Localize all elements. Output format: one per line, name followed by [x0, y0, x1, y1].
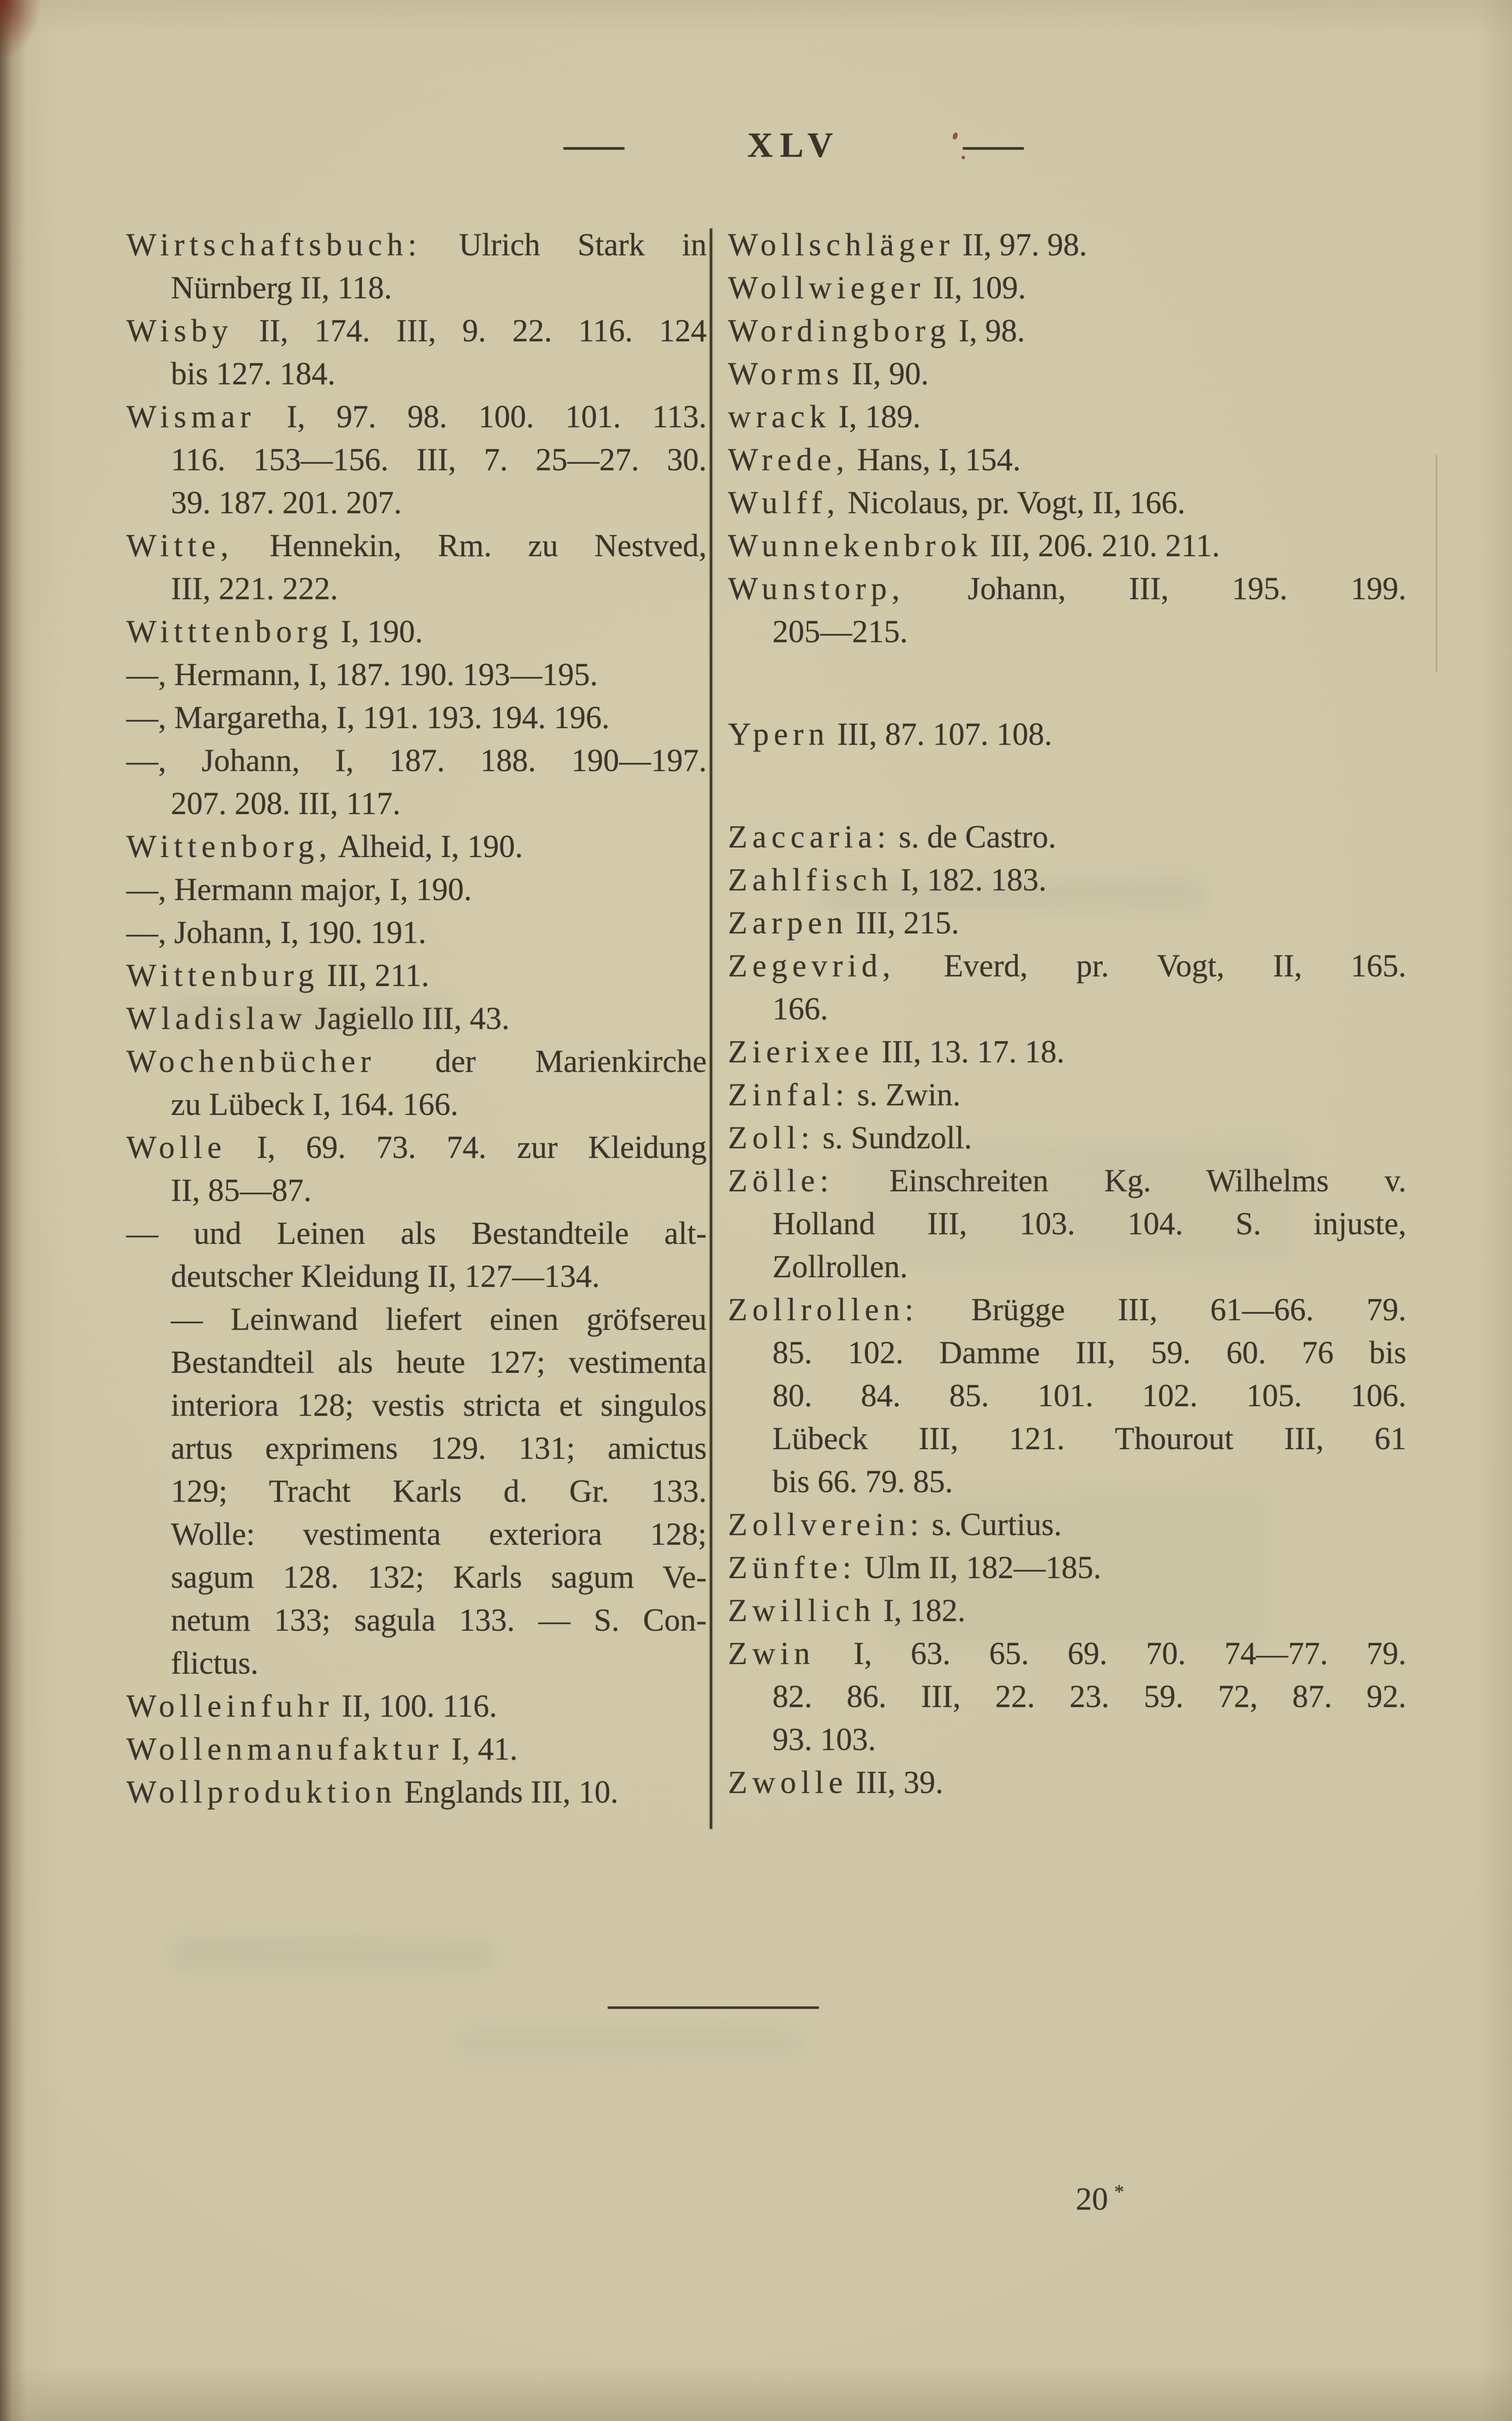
entry-line: Wunnekenbrok III, 206. 210. 211. — [728, 528, 1220, 563]
entry-headword: Zwillich — [728, 1593, 876, 1628]
entry-line: Wollproduktion Englands III, 10. — [126, 1774, 619, 1810]
index-entry — [728, 945, 1406, 1030]
index-entry — [728, 816, 1406, 859]
entry-headword: Wittenburg — [126, 958, 319, 993]
index-entry — [728, 1546, 1406, 1589]
entry-headword: Zoll: — [728, 1120, 815, 1155]
entry-line: 80. 84. 85. 101. 102. 105. 106. — [772, 1378, 1406, 1413]
entry-line: —, Margaretha, I, 191. 193. 194. 196. — [126, 700, 610, 735]
entry-line: II, 85—87. — [171, 1173, 312, 1208]
entry-line: Ypern III, 87. 107. 108. — [728, 716, 1052, 752]
entry-line: Zegevrid, Everd, pr. Vogt, II, 165. — [728, 948, 1406, 983]
entry-headword: Wollwieger — [728, 270, 925, 305]
entry-line: Wolle: vestimenta exteriora 128; — [171, 1516, 707, 1552]
entry-line: Zaccaria: s. de Castro. — [728, 819, 1057, 855]
index-entry — [728, 1030, 1406, 1073]
index-entry — [126, 825, 707, 868]
entry-line: 85. 102. Damme III, 59. 60. 76 bis — [772, 1335, 1406, 1370]
entry-headword: Wirtschaftsbuch: — [126, 227, 422, 262]
entry-line: Wordingborg I, 98. — [728, 313, 1025, 348]
entry-line: Wolleinfuhr II, 100. 116. — [126, 1688, 497, 1724]
entry-line: bis 66. 79. 85. — [772, 1464, 953, 1499]
entry-line: Zollverein: s. Curtius. — [728, 1507, 1062, 1542]
entry-headword: Wunnekenbrok — [728, 528, 983, 563]
entry-line: Wollschläger II, 97. 98. — [728, 227, 1087, 262]
entry-line: Wrede, Hans, I, 154. — [728, 442, 1021, 477]
entry-headword: Wrede, — [728, 442, 849, 477]
index-entry — [126, 223, 707, 309]
index-entry — [728, 524, 1406, 567]
index-entry — [728, 859, 1406, 902]
entry-headword: Wunstorp, — [728, 571, 905, 606]
index-entry — [728, 902, 1406, 945]
index-entry — [126, 524, 707, 610]
entry-line: —, Hermann, I, 187. 190. 193—195. — [126, 657, 598, 692]
index-entry — [728, 1159, 1406, 1288]
index-entry — [126, 997, 707, 1040]
page-number-roman: XLV — [747, 126, 840, 165]
entry-line: Wittenburg III, 211. — [126, 958, 430, 993]
entry-headword: Wollproduktion — [126, 1774, 397, 1810]
entry-line: Zierixee III, 13. 17. 18. — [728, 1034, 1065, 1069]
corner-stain — [0, 0, 41, 59]
entry-line: 205—215. — [772, 614, 908, 649]
entry-line: — und Leinen als Bestandteile alt- — [126, 1216, 707, 1251]
entry-line: Wisby II, 174. III, 9. 22. 116. 124 — [126, 313, 707, 348]
entry-line: 116. 153—156. III, 7. 25—27. 30. — [171, 442, 707, 477]
index-entry — [728, 438, 1406, 481]
entry-line: Wochenbücher der Marienkirche — [126, 1044, 707, 1079]
entry-headword: Zünfte: — [728, 1550, 856, 1585]
entry-line: Zoll: s. Sundzoll. — [728, 1120, 972, 1155]
entry-line: Witte, Hennekin, Rm. zu Nestved, — [126, 528, 707, 563]
header-dash-left: — — [564, 126, 624, 165]
entry-line: flictus. — [171, 1645, 259, 1681]
entry-line: Zollrollen. — [772, 1249, 908, 1284]
index-entry — [126, 610, 707, 653]
entry-headword: Zarpen — [728, 905, 848, 940]
entry-line: III, 221. 222. — [171, 571, 338, 606]
index-entry — [126, 1728, 707, 1771]
running-head — [564, 125, 1024, 166]
entry-line: Zwin I, 63. 65. 69. 70. 74—77. 79. — [728, 1636, 1406, 1671]
entry-headword: Wollenmanufaktur — [126, 1731, 444, 1767]
index-entry — [126, 739, 707, 825]
index-entry — [728, 309, 1406, 352]
index-entry — [728, 1761, 1406, 1804]
index-entry — [728, 1503, 1406, 1546]
entry-line: netum 133; sagula 133. — S. Con- — [171, 1602, 707, 1638]
entry-line: Wolle I, 69. 73. 74. zur Kleidung — [126, 1130, 707, 1165]
entry-headword: Worms — [728, 356, 844, 391]
index-entry — [126, 1212, 707, 1298]
entry-line: bis 127. 184. — [171, 356, 336, 391]
entry-headword: Zollrollen: — [728, 1292, 919, 1327]
index-entry — [126, 1040, 707, 1126]
entry-line: Wollwieger II, 109. — [728, 270, 1026, 305]
section-end-rule — [608, 2006, 819, 2009]
entry-headword: Wochenbücher — [126, 1044, 376, 1079]
entry-headword: Zollverein: — [728, 1507, 924, 1542]
entry-headword: wrack — [728, 399, 831, 434]
entry-line: sagum 128. 132; Karls sagum Ve- — [171, 1559, 707, 1595]
entry-headword: Witttenborg — [126, 614, 333, 649]
entry-line: interiora 128; vestis stricta et singulos — [171, 1387, 707, 1423]
index-entry — [728, 1288, 1406, 1503]
entry-line: 166. — [772, 991, 829, 1026]
entry-line: 207. 208. III, 117. — [171, 786, 401, 821]
entry-line: Zwolle III, 39. — [728, 1765, 943, 1800]
index-entry — [728, 1116, 1406, 1159]
index-entry — [126, 868, 707, 911]
header-dash-right: — — [963, 126, 1024, 165]
entry-line: 82. 86. III, 22. 23. 59. 72, 87. 92. — [772, 1679, 1406, 1714]
entry-headword: Zierixee — [728, 1034, 874, 1069]
entry-headword: Zwolle — [728, 1765, 848, 1800]
index-entry — [126, 1298, 707, 1685]
column-divider-rule — [710, 229, 712, 1829]
entry-line: Zwillich I, 182. — [728, 1593, 966, 1628]
entry-line: 93. 103. — [772, 1722, 876, 1757]
signature-number: 20 — [1076, 2181, 1108, 2217]
entry-line: Holland III, 103. 104. S. injuste, — [772, 1206, 1406, 1241]
index-column-right — [728, 223, 1406, 1804]
entry-line: Zahlfisch I, 182. 183. — [728, 862, 1047, 898]
entry-headword: Zegevrid, — [728, 948, 896, 983]
entry-line: artus exprimens 129. 131; amictus — [171, 1430, 707, 1466]
page-edge-shadow — [0, 0, 61, 2421]
entry-line: —, Johann, I, 190. 191. — [126, 915, 427, 950]
entry-line: Wulff, Nicolaus, pr. Vogt, II, 166. — [728, 485, 1185, 520]
index-entry — [728, 713, 1406, 756]
entry-headword: Wladislaw — [126, 1001, 307, 1036]
entry-headword: Zwin — [728, 1636, 815, 1671]
index-entry — [126, 954, 707, 997]
entry-line: Wollenmanufaktur I, 41. — [126, 1731, 518, 1767]
entry-line: 39. 187. 201. 207. — [171, 485, 402, 520]
index-entry — [126, 911, 707, 954]
entry-headword: Zölle: — [728, 1163, 834, 1198]
index-entry — [126, 395, 707, 524]
entry-headword: Zinfal: — [728, 1077, 849, 1112]
entry-headword: Wordingborg — [728, 313, 951, 348]
entry-line: —, Johann, I, 187. 188. 190—197. — [126, 743, 707, 778]
entry-headword: Wismar — [126, 399, 256, 434]
entry-line: deutscher Kleidung II, 127—134. — [171, 1259, 600, 1294]
entry-line: Zarpen III, 215. — [728, 905, 959, 940]
index-entry — [728, 1589, 1406, 1632]
index-entry — [728, 266, 1406, 309]
entry-line: 129; Tracht Karls d. Gr. 133. — [171, 1473, 707, 1509]
index-entry — [126, 653, 707, 696]
index-entry — [728, 481, 1406, 524]
signature-mark — [1076, 2180, 1124, 2218]
entry-line: Zünfte: Ulm II, 182—185. — [728, 1550, 1102, 1585]
index-entry — [126, 309, 707, 395]
entry-line: — Leinwand liefert einen gröfsereu — [171, 1302, 707, 1337]
index-entry — [126, 696, 707, 739]
index-column-left — [126, 223, 707, 1814]
entry-headword: Wolle — [126, 1130, 226, 1165]
index-entry — [728, 352, 1406, 395]
entry-headword: Wulff, — [728, 485, 840, 520]
index-entry — [728, 395, 1406, 438]
index-entry — [728, 223, 1406, 266]
index-entry — [126, 1126, 707, 1212]
entry-line: —, Hermann major, I, 190. — [126, 872, 472, 907]
index-entry — [728, 567, 1406, 653]
entry-line: Zinfal: s. Zwin. — [728, 1077, 961, 1112]
entry-headword: Zaccaria: — [728, 819, 891, 855]
entry-headword: Wisby — [126, 313, 233, 348]
entry-line: wrack I, 189. — [728, 399, 921, 434]
entry-line: Zollrollen: Brügge III, 61—66. 79. — [728, 1292, 1406, 1327]
entry-headword: Zahlfisch — [728, 862, 893, 898]
entry-line: Wirtschaftsbuch: Ulrich Stark in — [126, 227, 707, 262]
entry-line: Worms II, 90. — [728, 356, 929, 391]
entry-headword: Wittenborg, — [126, 829, 332, 864]
entry-line: Wittenborg, Alheid, I, 190. — [126, 829, 523, 864]
entry-headword: Wollschläger — [728, 227, 954, 262]
entry-line: Wismar I, 97. 98. 100. 101. 113. — [126, 399, 707, 434]
index-entry — [728, 1632, 1406, 1761]
showthrough-blot — [455, 2028, 799, 2058]
entry-line: Witttenborg I, 190. — [126, 614, 423, 649]
showthrough-blot — [172, 1937, 495, 1972]
entry-line: Lübeck III, 121. Thourout III, 61 — [772, 1421, 1406, 1456]
index-entry — [728, 1073, 1406, 1116]
entry-line: Bestandteil als heute 127; vestimenta — [171, 1344, 707, 1380]
entry-line: zu Lübeck I, 164. 166. — [171, 1087, 459, 1122]
scan-crease-line — [1436, 455, 1437, 672]
signature-asterisk: * — [1114, 2181, 1124, 2203]
index-entry — [126, 1771, 707, 1814]
entry-line: Zölle: Einschreiten Kg. Wilhelms v. — [728, 1163, 1406, 1198]
entry-headword: Wolleinfuhr — [126, 1688, 334, 1724]
index-entry — [126, 1685, 707, 1728]
entry-line: Wladislaw Jagiello III, 43. — [126, 1001, 510, 1036]
entry-line: Nürnberg II, 118. — [171, 270, 392, 305]
entry-line: Wunstorp, Johann, III, 195. 199. — [728, 571, 1406, 606]
entry-headword: Witte, — [126, 528, 234, 563]
entry-headword: Ypern — [728, 716, 830, 752]
